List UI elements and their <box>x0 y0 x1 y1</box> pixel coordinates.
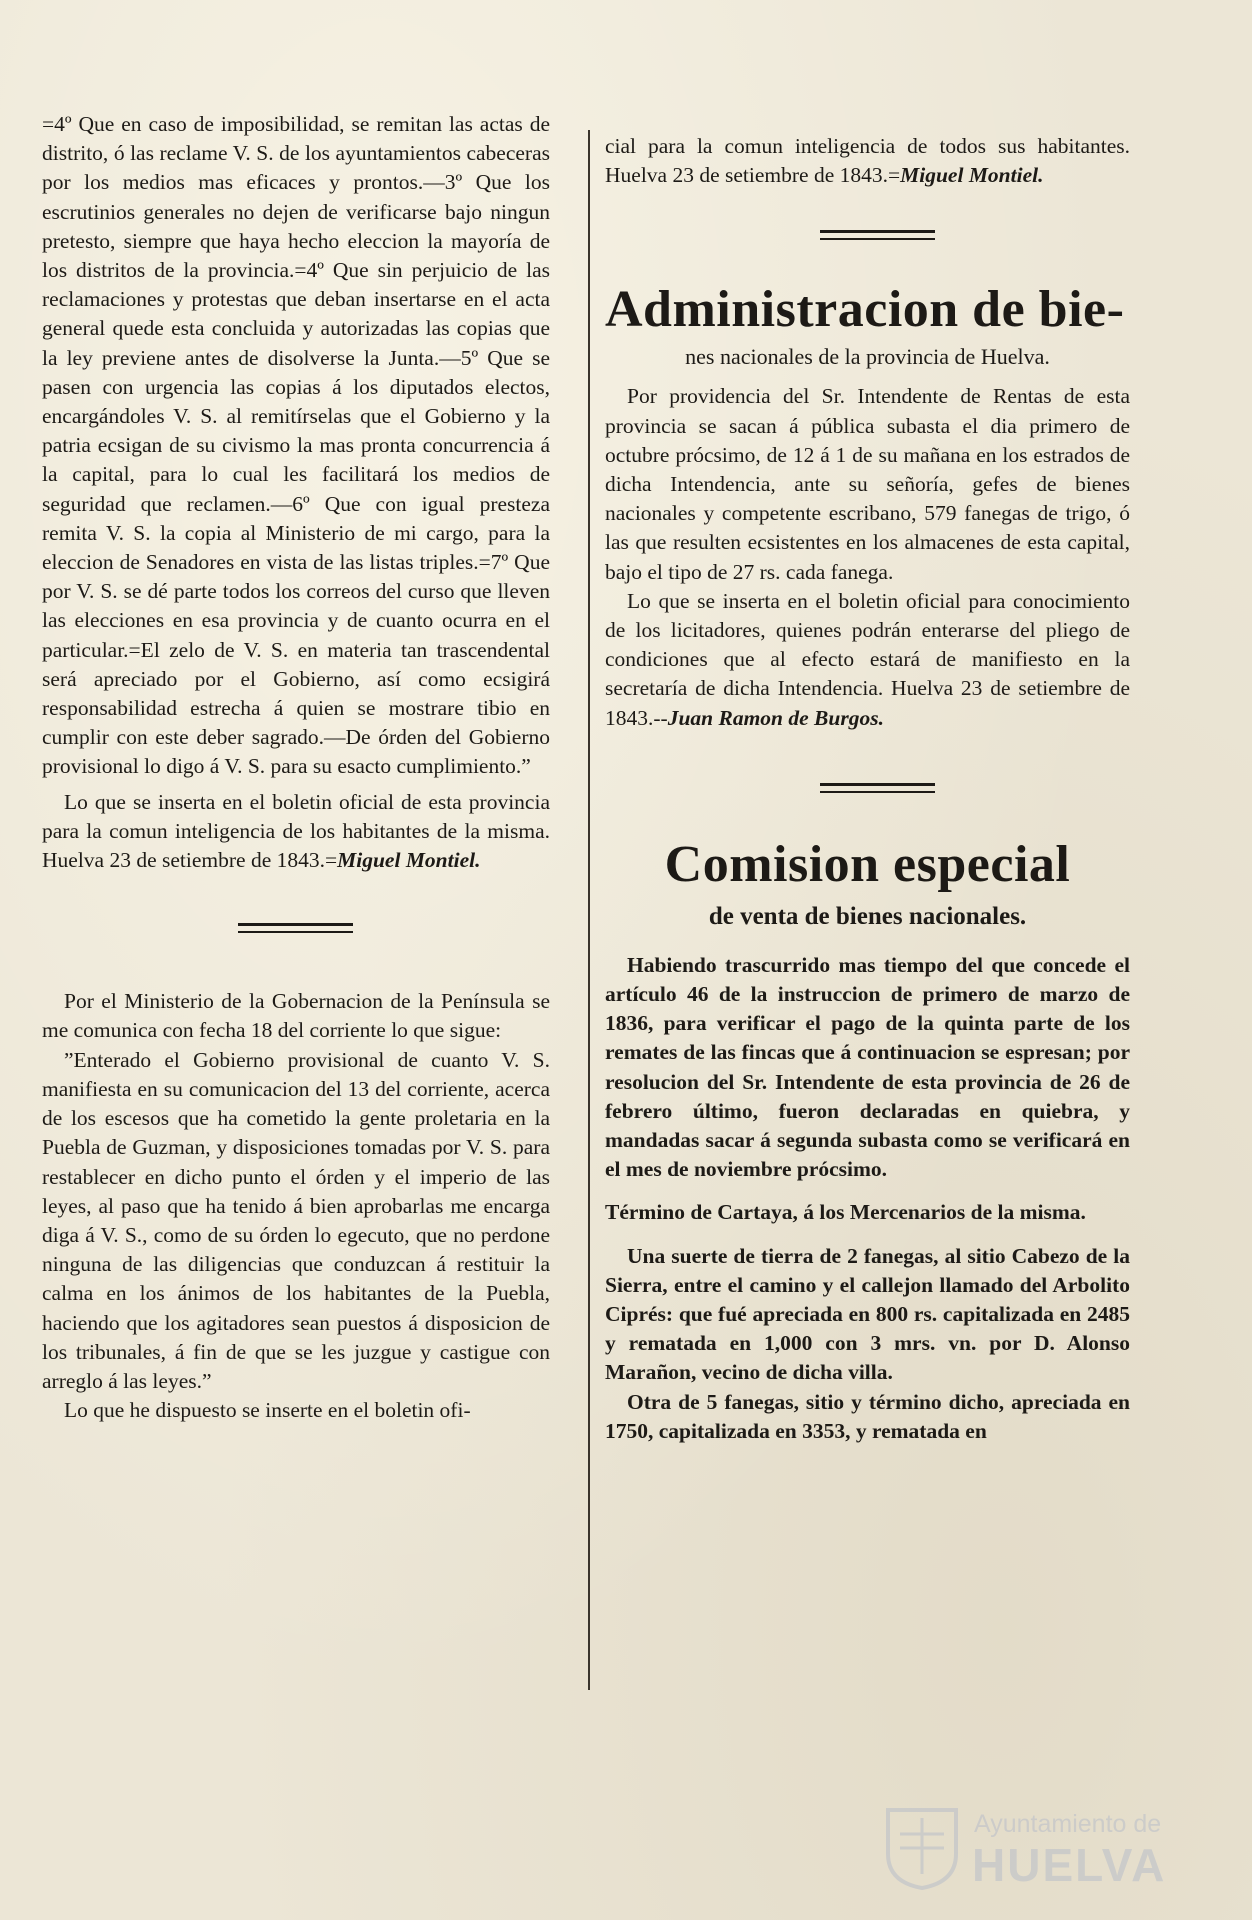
huelva-shield-icon <box>882 1804 962 1890</box>
paragraph-quiebra: Habiendo trascurrido mas tiempo del que concede el artículo 46 de la instruccion de primero de marzo de 1836, para verificar el pago de la quinta parte de los remates de las fincas que á continuacion se espresan; por resolucion del Sr. Intendente de esta provincia de 26 de febrero último, fueron declaradas en quiebra, y mandadas sacar á segunda subasta como se verificará en el mes de noviembre prócsimo. <box>605 952 1130 1182</box>
section-title-comision: Comision especial <box>664 835 1071 893</box>
separator-rule <box>238 923 353 933</box>
right-column <box>605 132 1130 1446</box>
paragraph-insertion-notice <box>42 788 550 876</box>
section-subtitle-administracion: nes nacionales de la provincia de Huelva. <box>685 344 1050 370</box>
signature-miguel-montiel: Miguel Montiel. <box>337 848 481 873</box>
watermark-line2: HUELVA <box>972 1839 1167 1891</box>
heading-termino-cartaya: Término de Cartaya, á los Mercenarios de la misma. <box>605 1200 1086 1225</box>
section-title-administracion: Administracion de bie- <box>605 281 1125 339</box>
watermark-line1: Ayuntamiento de <box>974 1810 1162 1838</box>
separator-wrap <box>42 875 550 963</box>
paragraph-suerte-tierra: Una suerte de tierra de 2 fanegas, al sitio Cabezo de la Sierra, entre el camino y el callejon llamado del Arbolito Ciprés: que fué apreciada en 800 rs. capitalizada en 2485 y rematada en 1,000 con 3 mrs. vn. por D. Alonso Marañon, vecino de dicha villa. <box>605 1243 1130 1385</box>
notice-text: Lo que se inserta en el boletin oficial de esta provincia para la comun inteligencia de los habitantes de la misma. Huelva 23 de setiembre de 1843.= <box>42 789 550 873</box>
separator-wrap-3 <box>605 733 1130 823</box>
signature-miguel-montiel-2: Miguel Montiel. <box>900 163 1044 188</box>
left-column <box>42 110 550 1425</box>
separator-wrap-2 <box>605 190 1130 264</box>
paragraph-instructions: =4º Que en caso de imposibilidad, se remitan las actas de distrito, ó las reclame V. S. de los ayuntamientos cabeceras por los medios mas eficaces y prontos.—3º Que los escrutinios generales no dejen de verificarse bajo ningun pretesto, siempre que haya hecho eleccion la mayoría de los distritos de la provincia.=4º Que sin perjuicio de las reclamaciones y protestas que deban insertarse en el acta general quede esta concluida y autorizadas las copias que la ley previene antes de disolverse la Junta.—5º Que se pasen con urgencia las copias á los diputados electos, encargándoles V. S. al remitírselas que el Gobierno y la patria ecsigan de su civismo la mas pronta concurrencia á la capital, para lo cual les facilitará los medios de seguridad que reclamen.—6º Que con igual presteza remita V. S. la copia al Ministerio de mi cargo, para la eleccion de Senadores en vista de las listas triples.=7º Que por V. S. se dé parte todos los correos del curso que lleven las elecciones en esa provincia y de cuanto ocurra en el particular.=El zelo de V. S. en materia tan trascendental será apreciado por el Gobierno, así como ecsigirá responsabilidad estrecha á quien se mostrare tibio en cumplir con este deber sagrado.—De órden del Gobierno provisional lo digo á V. S. para su esacto cumplimiento.” <box>42 112 550 779</box>
separator-rule-2 <box>820 230 935 240</box>
licitadores-text: Lo que se inserta en el boletin oficial para conocimiento de los licitadores, quienes podrán enterarse del pliego de condiciones que al efecto estará de manifiesto en la secretaría de dicha Intendencia. Huelva 23 de setiembre de 1843.-- <box>605 588 1130 730</box>
signature-juan-ramon: Juan Ramon de Burgos. <box>667 705 884 730</box>
paragraph-subasta-trigo: Por providencia del Sr. Intendente de Rentas de esta provincia se sacan á pública subasta el dia primero de octubre prócsimo, de 12 á 1 de su mañana en los estrados de dicha Intendencia, ante su señoría, gefes de bienes nacionales y competente escribano, 579 fanegas de trigo, ó las que resulten ecsistentes en los almacenes de esta capital, bajo el tipo de 27 rs. cada fanega. <box>605 384 1130 584</box>
continued-text: cial para la comun inteligencia de todos sus habitantes. Huelva 23 de setiembre de 1843.= <box>605 134 1130 188</box>
section-subtitle-comision: de venta de bienes nacionales. <box>708 902 1027 930</box>
paragraph-continued <box>605 132 1130 190</box>
paragraph-continuation: Lo que he dispuesto se inserte en el boletin ofi- <box>64 1398 471 1423</box>
paragraph-licitadores <box>605 587 1130 733</box>
paragraph-ministry-communication: Por el Ministerio de la Gobernacion de la Península se me comunica con fecha 18 del corriente lo que sigue: <box>42 989 550 1043</box>
ayuntamiento-watermark <box>864 1800 1184 1895</box>
column-divider <box>588 130 590 1690</box>
paragraph-otra-fanegas: Otra de 5 fanegas, sitio y término dicho, apreciada en 1750, capitalizada en 3353, y rematada en <box>605 1389 1130 1443</box>
paragraph-quoted-letter: ”Enterado el Gobierno provisional de cuanto V. S. manifiesta en su comunicacion del 13 del corriente, acerca de los escesos que ha cometido la gente proletaria en la Puebla de Guzman, y disposiciones tomadas por V. S. para restablecer en dicho punto el órden y el imperio de las leyes, al paso que ha tenido á bien aprobarlas me encarga diga á V. S., como de su órden lo egecuto, que no perdone ninguna de las diligencias que conduzcan á restituir la calma en los ánimos de los habitantes de la Puebla, haciendo que los agitadores sean puestos á disposicion de los tribunales, á fin de que se les juzgue y castigue con arreglo á las leyes.” <box>42 1047 550 1393</box>
separator-rule-3 <box>820 783 935 793</box>
